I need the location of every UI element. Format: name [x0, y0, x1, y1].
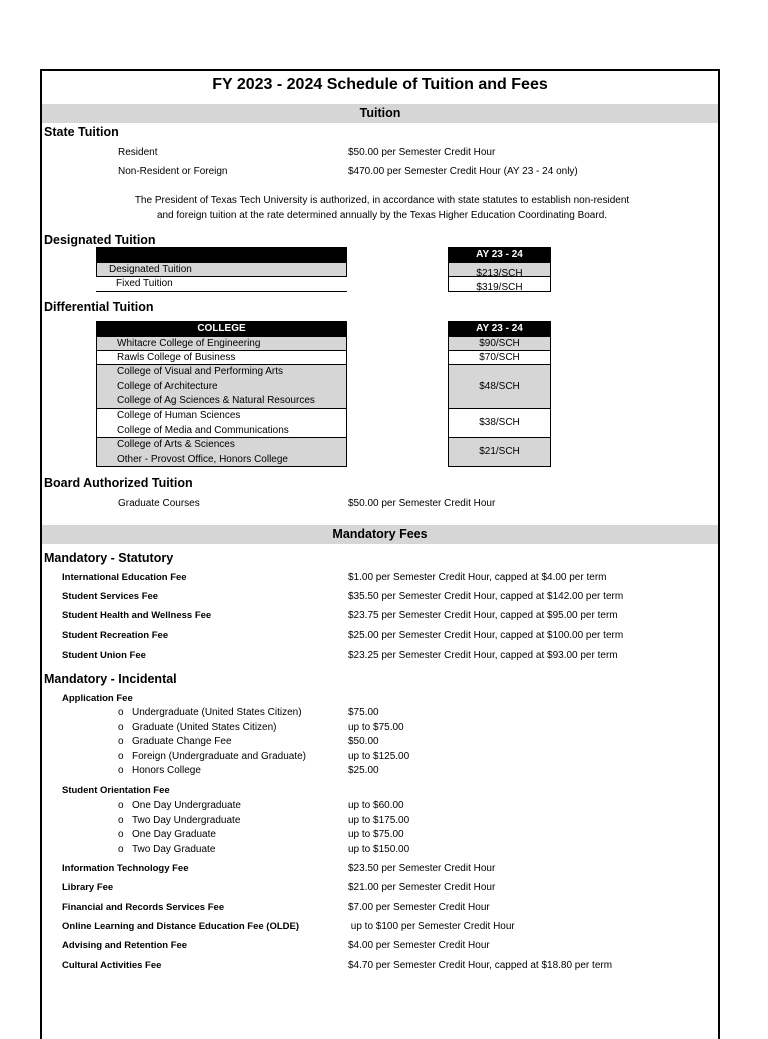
college-name: College of Media and Communications — [117, 424, 289, 436]
state-tuition-heading: State Tuition — [44, 125, 119, 139]
fee-value: up to $100 per Semester Credit Hour — [348, 921, 515, 932]
differential-group-3 — [96, 364, 347, 409]
item-value: $25.00 — [348, 765, 379, 776]
fee-label: Financial and Records Services Fee — [62, 902, 225, 913]
statutory-heading: Mandatory - Statutory — [44, 551, 174, 565]
fee-value: $1.00 per Semester Credit Hour, capped at $4.00 per term — [348, 572, 607, 583]
tuition-section-band: Tuition — [42, 104, 718, 123]
bullet-icon: o — [118, 843, 124, 855]
item-label: Graduate (United States Citizen) — [132, 721, 277, 733]
nonresident-value: $470.00 per Semester Credit Hour (AY 23 - 24 only) — [348, 166, 578, 177]
fee-label: Student Recreation Fee — [62, 630, 169, 641]
application-item — [118, 735, 232, 750]
fee-label: Student Services Fee — [62, 591, 159, 602]
designated-tuition-heading: Designated Tuition — [44, 233, 156, 247]
fee-value: $23.25 per Semester Credit Hour, capped at $93.00 per term — [348, 650, 618, 661]
fee-value: $23.50 per Semester Credit Hour — [348, 863, 496, 874]
differential-group-1 — [96, 336, 347, 351]
fee-value: $25.00 per Semester Credit Hour, capped at $100.00 per term — [348, 630, 624, 641]
incidental-heading: Mandatory - Incidental — [44, 672, 177, 686]
fee-label: Online Learning and Distance Education Fee (OLDE) — [62, 921, 300, 932]
orientation-item — [118, 843, 215, 858]
college-header: COLLEGE — [96, 321, 347, 336]
item-value: up to $60.00 — [348, 800, 404, 811]
differential-value-3: $48/SCH — [448, 364, 551, 409]
bullet-icon: o — [118, 707, 124, 718]
item-value: up to $175.00 — [348, 814, 410, 826]
college-name: Whitacre College of Engineering — [117, 338, 261, 349]
item-label: Honors College — [132, 765, 201, 776]
board-tuition-heading: Board Authorized Tuition — [44, 476, 193, 490]
item-label: Graduate Change Fee — [132, 736, 232, 747]
fee-value: $23.75 per Semester Credit Hour, capped at $95.00 per term — [348, 610, 618, 621]
item-value: up to $75.00 — [348, 721, 404, 733]
orientation-item — [118, 799, 241, 814]
fee-value: $7.00 per Semester Credit Hour — [348, 902, 490, 913]
resident-label: Resident — [118, 147, 158, 158]
fee-value: $4.00 per Semester Credit Hour — [348, 940, 490, 951]
college-name: College of Visual and Performing Arts — [117, 366, 284, 377]
bullet-icon: o — [118, 736, 124, 747]
application-item — [118, 721, 277, 736]
bullet-icon: o — [118, 750, 124, 762]
orientation-item — [118, 814, 240, 829]
item-value: up to $75.00 — [348, 829, 404, 840]
fee-value: $4.70 per Semester Credit Hour, capped at $18.80 per term — [348, 960, 613, 971]
fee-label: Advising and Retention Fee — [62, 940, 188, 951]
college-name: College of Human Sciences — [117, 410, 241, 421]
fee-label: International Education Fee — [62, 572, 187, 583]
item-label: Foreign (Undergraduate and Graduate) — [132, 750, 306, 762]
bullet-icon: o — [118, 765, 124, 776]
designated-row-2 — [96, 277, 347, 292]
fee-label: Information Technology Fee — [62, 863, 189, 874]
orientation-item — [118, 828, 216, 843]
mandatory-fees-band: Mandatory Fees — [42, 525, 718, 544]
state-tuition-note-line-1: The President of Texas Tech University is authorized, in accordance with state statutes to establish non-resident — [134, 195, 630, 206]
differential-group-5 — [96, 437, 347, 467]
designated-left-header — [96, 247, 347, 262]
bullet-icon: o — [118, 721, 124, 733]
college-name: College of Arts & Sciences — [117, 439, 235, 450]
designated-value-2 — [448, 276, 551, 292]
item-label: Undergraduate (United States Citizen) — [132, 707, 302, 718]
fee-value: $21.00 per Semester Credit Hour — [348, 882, 496, 893]
item-value: up to $125.00 — [348, 750, 410, 762]
page-title: FY 2023 - 2024 Schedule of Tuition and Fees — [212, 76, 548, 93]
item-value: $50.00 — [348, 736, 379, 747]
differential-ay-header: AY 23 - 24 — [448, 321, 551, 336]
application-item — [118, 750, 306, 765]
orientation-fee-label: Student Orientation Fee — [62, 785, 170, 796]
bullet-icon: o — [118, 800, 124, 811]
differential-value-1: $90/SCH — [448, 336, 551, 351]
differential-value-2: $70/SCH — [448, 350, 551, 365]
application-fee-label: Application Fee — [62, 693, 133, 704]
application-item — [118, 764, 201, 779]
designated-right-header: AY 23 - 24 — [448, 247, 551, 262]
application-item — [118, 706, 302, 721]
fee-value: $35.50 per Semester Credit Hour, capped at $142.00 per term — [348, 591, 624, 602]
resident-value: $50.00 per Semester Credit Hour — [348, 147, 496, 158]
fee-label: Library Fee — [62, 882, 114, 893]
designated-value-text: $213/SCH — [476, 268, 523, 279]
fixed-row-label: Fixed Tuition — [116, 278, 173, 289]
differential-value-4: $38/SCH — [448, 408, 551, 438]
item-label: One Day Undergraduate — [132, 800, 241, 811]
item-label: Two Day Undergraduate — [132, 814, 241, 826]
designated-value-1 — [448, 262, 551, 277]
college-name: Other - Provost Office, Honors College — [117, 453, 288, 465]
item-value: up to $150.00 — [348, 843, 410, 855]
differential-group-4 — [96, 408, 347, 438]
graduate-courses-value: $50.00 per Semester Credit Hour — [348, 498, 496, 509]
college-name: Rawls College of Business — [117, 352, 236, 363]
item-value: $75.00 — [348, 707, 379, 718]
differential-tuition-heading: Differential Tuition — [44, 300, 154, 314]
fee-label: Cultural Activities Fee — [62, 960, 162, 971]
bullet-icon: o — [118, 814, 124, 826]
differential-group-2 — [96, 350, 347, 365]
college-name: College of Architecture — [117, 380, 218, 392]
fee-label: Student Health and Wellness Fee — [62, 610, 212, 621]
fee-label: Student Union Fee — [62, 650, 146, 661]
state-tuition-note-line-2: and foreign tuition at the rate determined annually by the Texas Higher Education Coordinating Board. — [156, 210, 608, 221]
item-label: Two Day Graduate — [132, 843, 216, 855]
state-tuition-note — [82, 193, 682, 223]
designated-row-1 — [96, 262, 347, 277]
designated-row-label: Designated Tuition — [109, 264, 192, 275]
document-frame — [40, 69, 720, 1039]
college-name: College of Ag Sciences & Natural Resources — [117, 395, 315, 406]
item-label: One Day Graduate — [132, 829, 216, 840]
differential-value-5: $21/SCH — [448, 437, 551, 467]
graduate-courses-label: Graduate Courses — [118, 498, 200, 509]
fixed-value-text: $319/SCH — [476, 282, 523, 293]
bullet-icon: o — [118, 829, 124, 840]
nonresident-label: Non-Resident or Foreign — [118, 166, 228, 177]
